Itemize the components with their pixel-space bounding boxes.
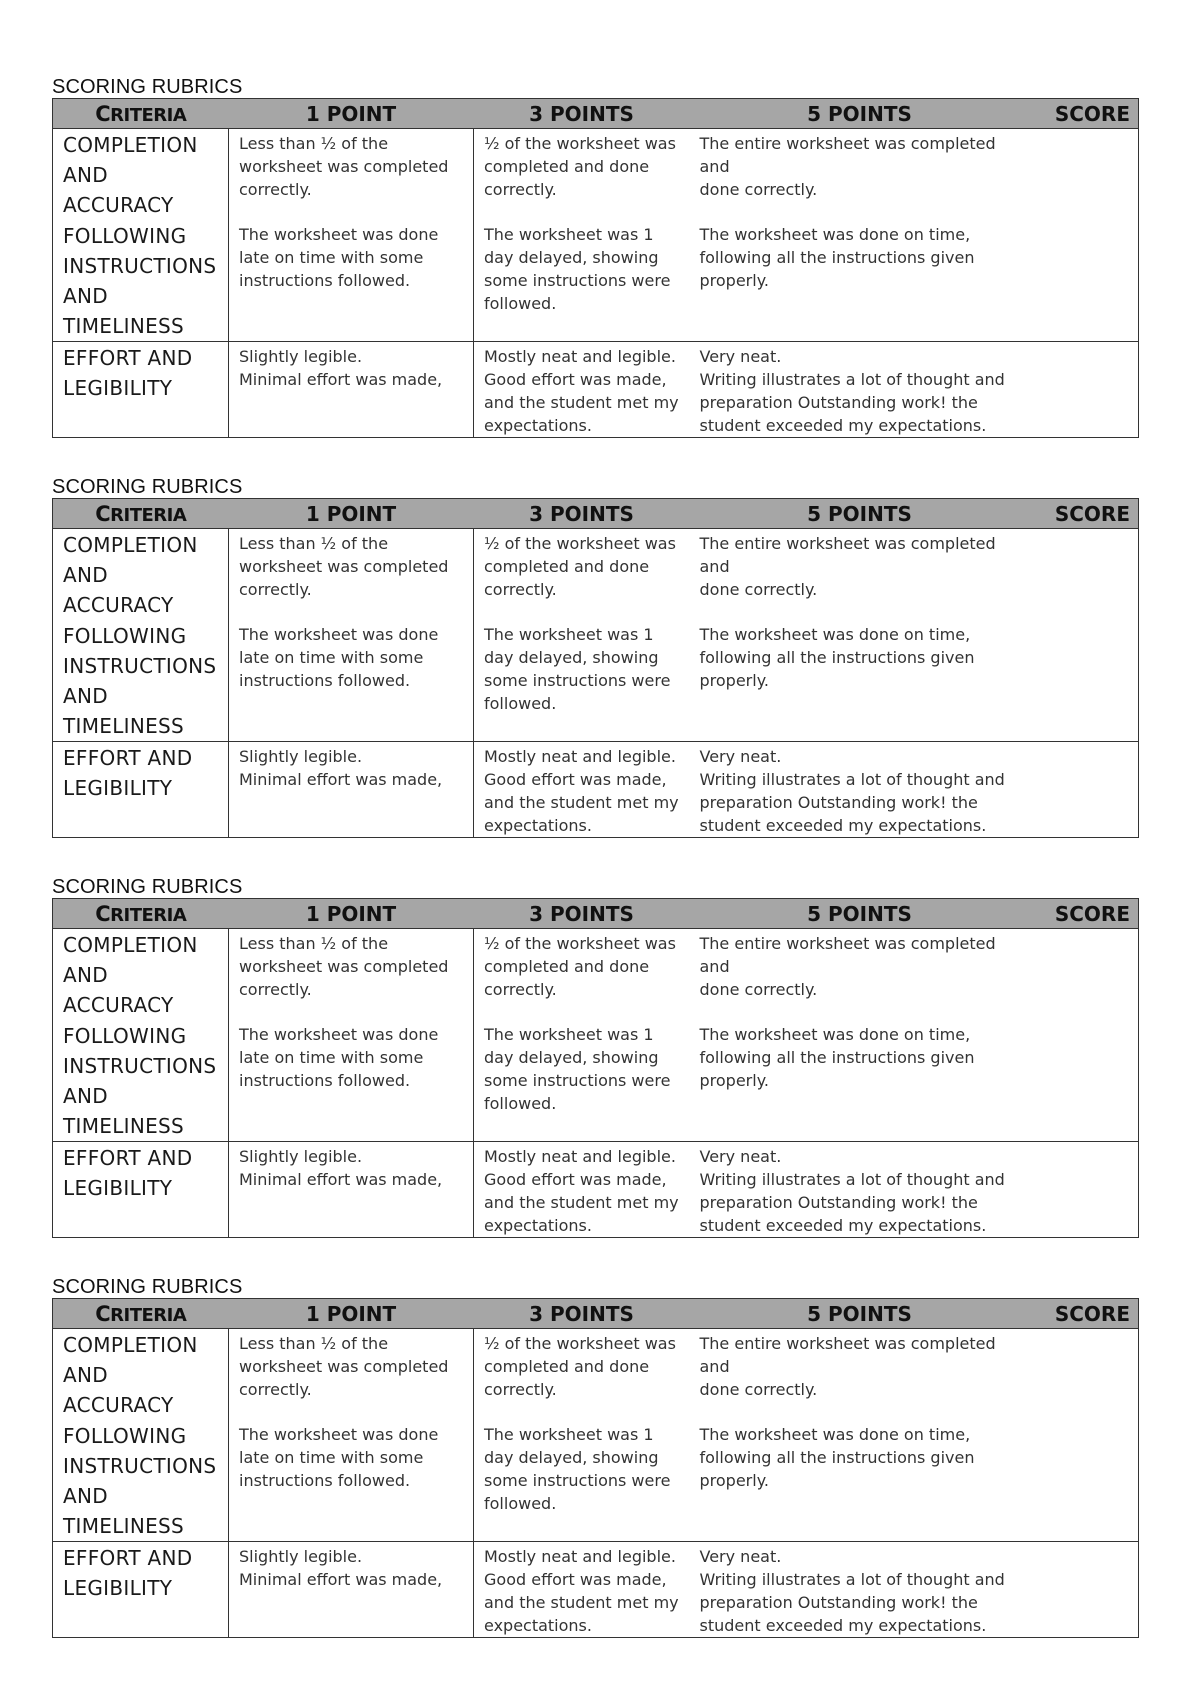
criteria-label-line: LEGIBILITY	[63, 376, 173, 400]
criteria-label-line: AND	[63, 284, 108, 308]
descriptor-line: following all the instructions given	[699, 1048, 975, 1067]
criteria-label-line: EFFORT AND	[63, 346, 193, 370]
descriptor-line: Minimal effort was made,	[239, 1570, 443, 1589]
header-score: SCORE	[1030, 99, 1139, 129]
descriptor-line: student exceeded my expectations.	[699, 816, 987, 835]
rubric-table	[52, 898, 1139, 1238]
criteria-cell	[53, 342, 229, 438]
rubric-row-following	[53, 1020, 1139, 1142]
descriptor-cell-p1	[229, 929, 474, 1021]
descriptor-cell-p3	[474, 342, 690, 438]
descriptor-line: Mostly neat and legible.	[484, 747, 676, 766]
rubric-row-effort	[53, 1542, 1139, 1638]
header-3-points: 3 POINTS	[474, 1299, 690, 1329]
header-criteria-rest: RITERIA	[110, 504, 187, 526]
criteria-cell	[53, 1020, 229, 1142]
descriptor-line: following all the instructions given	[699, 248, 975, 267]
header-criteria	[53, 1299, 229, 1329]
descriptor-line: expectations.	[484, 816, 592, 835]
descriptor-line: late on time with some	[239, 648, 424, 667]
descriptor-line: ½ of the worksheet was	[484, 934, 676, 953]
score-cell[interactable]	[1030, 1329, 1139, 1421]
descriptor-line: late on time with some	[239, 1448, 424, 1467]
rubric-row-following	[53, 1420, 1139, 1542]
descriptor-line: Very neat.	[699, 1147, 782, 1166]
descriptor-line: ½ of the worksheet was	[484, 1334, 676, 1353]
descriptor-line: preparation Outstanding work! the	[699, 1193, 978, 1212]
criteria-label-line: AND	[63, 1484, 108, 1508]
descriptor-cell-p3	[474, 1329, 690, 1421]
descriptor-line: The worksheet was done	[239, 225, 439, 244]
descriptor-line: completed and done	[484, 957, 650, 976]
descriptor-line: instructions followed.	[239, 671, 411, 690]
criteria-cell	[53, 220, 229, 342]
criteria-label-line: INSTRUCTIONS	[63, 1454, 217, 1478]
rubric-title: SCORING RUBRICS	[52, 76, 243, 98]
descriptor-cell-p1	[229, 1420, 474, 1542]
criteria-label-line: AND	[63, 163, 108, 187]
descriptor-line: following all the instructions given	[699, 648, 975, 667]
descriptor-line: The worksheet was done on time,	[699, 1025, 971, 1044]
descriptor-line: correctly.	[239, 180, 312, 199]
descriptor-line: The entire worksheet was completed and	[699, 1334, 996, 1376]
header-score: SCORE	[1030, 899, 1139, 929]
header-criteria-rest: RITERIA	[110, 1304, 187, 1326]
descriptor-line: The entire worksheet was completed and	[699, 534, 996, 576]
descriptor-cell-p5	[690, 742, 1030, 838]
descriptor-line: Very neat.	[699, 1547, 782, 1566]
descriptor-line: The worksheet was 1	[484, 1025, 654, 1044]
descriptor-line: Mostly neat and legible.	[484, 1147, 676, 1166]
descriptor-line: correctly.	[239, 1380, 312, 1399]
scoring-rubric-block	[52, 876, 1138, 1238]
descriptor-line: student exceeded my expectations.	[699, 416, 987, 435]
descriptor-line: properly.	[699, 671, 769, 690]
descriptor-line: ½ of the worksheet was	[484, 134, 676, 153]
rubric-header-row	[53, 899, 1139, 929]
descriptor-line: done correctly.	[699, 1380, 818, 1399]
descriptor-cell-p1	[229, 529, 474, 621]
descriptor-line: Minimal effort was made,	[239, 370, 443, 389]
header-criteria-rest: RITERIA	[110, 904, 187, 926]
descriptor-line: The worksheet was done on time,	[699, 625, 971, 644]
score-cell[interactable]	[1030, 220, 1139, 342]
criteria-cell	[53, 1542, 229, 1638]
criteria-label-line: COMPLETION	[63, 133, 198, 157]
descriptor-line: expectations.	[484, 1216, 592, 1235]
rubric-row-completion	[53, 129, 1139, 221]
descriptor-line: Good effort was made,	[484, 770, 667, 789]
descriptor-line: Slightly legible.	[239, 1147, 363, 1166]
descriptor-line: day delayed, showing	[484, 1448, 659, 1467]
descriptor-line: student exceeded my expectations.	[699, 1616, 987, 1635]
criteria-label-line: LEGIBILITY	[63, 1576, 173, 1600]
criteria-label-line: TIMELINESS	[63, 1514, 185, 1538]
score-cell[interactable]	[1030, 1420, 1139, 1542]
descriptor-cell-p1	[229, 742, 474, 838]
descriptor-line: Writing illustrates a lot of thought and	[699, 1170, 1005, 1189]
descriptor-line: properly.	[699, 1471, 769, 1490]
criteria-label-line: COMPLETION	[63, 1333, 198, 1357]
criteria-label-line: FOLLOWING	[63, 624, 187, 648]
criteria-label-line: ACCURACY	[63, 193, 174, 217]
descriptor-line: worksheet was completed	[239, 557, 449, 576]
descriptor-cell-p3	[474, 620, 690, 742]
descriptor-line: Minimal effort was made,	[239, 770, 443, 789]
criteria-label-line: ACCURACY	[63, 1393, 174, 1417]
descriptor-line: Good effort was made,	[484, 370, 667, 389]
criteria-label-line: FOLLOWING	[63, 224, 187, 248]
criteria-cell	[53, 929, 229, 1021]
score-cell[interactable]	[1030, 742, 1139, 838]
criteria-label-line: ACCURACY	[63, 593, 174, 617]
descriptor-line: Less than ½ of the	[239, 1334, 389, 1353]
criteria-label-line: AND	[63, 1084, 108, 1108]
criteria-label-line: TIMELINESS	[63, 314, 185, 338]
criteria-label-line: COMPLETION	[63, 933, 198, 957]
descriptor-line: followed.	[484, 694, 557, 713]
scoring-rubric-block	[52, 1276, 1138, 1638]
descriptor-line: The entire worksheet was completed and	[699, 134, 996, 176]
rubric-row-completion	[53, 1329, 1139, 1421]
descriptor-line: followed.	[484, 1494, 557, 1513]
descriptor-line: Less than ½ of the	[239, 934, 389, 953]
header-5-points: 5 POINTS	[690, 1299, 1030, 1329]
descriptor-line: correctly.	[239, 980, 312, 999]
descriptor-line: late on time with some	[239, 1048, 424, 1067]
descriptor-cell-p3	[474, 742, 690, 838]
descriptor-cell-p5	[690, 620, 1030, 742]
descriptor-cell-p1	[229, 1020, 474, 1142]
descriptor-line: and the student met my	[484, 1593, 679, 1612]
descriptor-line: some instructions were	[484, 1471, 671, 1490]
descriptor-cell-p1	[229, 220, 474, 342]
descriptor-cell-p1	[229, 620, 474, 742]
descriptor-cell-p5	[690, 1542, 1030, 1638]
descriptor-line: The worksheet was 1	[484, 1425, 654, 1444]
criteria-label-line: INSTRUCTIONS	[63, 654, 217, 678]
descriptor-cell-p3	[474, 529, 690, 621]
descriptor-line: some instructions were	[484, 671, 671, 690]
descriptor-line: instructions followed.	[239, 271, 411, 290]
descriptor-line: worksheet was completed	[239, 157, 449, 176]
descriptor-line: Writing illustrates a lot of thought and	[699, 770, 1005, 789]
descriptor-line: correctly.	[239, 580, 312, 599]
header-1-point: 1 POINT	[229, 99, 474, 129]
header-score: SCORE	[1030, 499, 1139, 529]
descriptor-line: properly.	[699, 1071, 769, 1090]
rubric-header-row	[53, 99, 1139, 129]
criteria-cell	[53, 620, 229, 742]
descriptor-line: Less than ½ of the	[239, 534, 389, 553]
header-5-points: 5 POINTS	[690, 499, 1030, 529]
descriptor-line: preparation Outstanding work! the	[699, 793, 978, 812]
score-cell[interactable]	[1030, 1020, 1139, 1142]
criteria-label-line: INSTRUCTIONS	[63, 1054, 217, 1078]
criteria-label-line: LEGIBILITY	[63, 1176, 173, 1200]
scoring-rubric-block	[52, 76, 1138, 438]
descriptor-cell-p3	[474, 1142, 690, 1238]
header-3-points: 3 POINTS	[474, 499, 690, 529]
descriptor-line: The worksheet was done	[239, 625, 439, 644]
header-1-point: 1 POINT	[229, 1299, 474, 1329]
rubric-header-row	[53, 1299, 1139, 1329]
descriptor-line: completed and done	[484, 557, 650, 576]
header-score: SCORE	[1030, 1299, 1139, 1329]
descriptor-cell-p5	[690, 1142, 1030, 1238]
descriptor-line: Very neat.	[699, 347, 782, 366]
rubric-row-effort	[53, 742, 1139, 838]
scoring-rubric-block	[52, 476, 1138, 838]
header-3-points: 3 POINTS	[474, 99, 690, 129]
descriptor-cell-p5	[690, 220, 1030, 342]
descriptor-line: day delayed, showing	[484, 1048, 659, 1067]
header-5-points: 5 POINTS	[690, 899, 1030, 929]
descriptor-line: properly.	[699, 271, 769, 290]
descriptor-line: correctly.	[484, 980, 557, 999]
criteria-label-line: AND	[63, 1363, 108, 1387]
header-criteria-initial: C	[95, 101, 111, 126]
descriptor-line: following all the instructions given	[699, 1448, 975, 1467]
score-cell[interactable]	[1030, 929, 1139, 1021]
criteria-label-line: AND	[63, 963, 108, 987]
header-criteria-initial: C	[95, 1301, 111, 1326]
criteria-label-line: ACCURACY	[63, 993, 174, 1017]
header-criteria	[53, 99, 229, 129]
descriptor-cell-p5	[690, 129, 1030, 221]
descriptor-line: done correctly.	[699, 980, 818, 999]
criteria-label-line: LEGIBILITY	[63, 776, 173, 800]
descriptor-line: day delayed, showing	[484, 248, 659, 267]
descriptor-cell-p3	[474, 129, 690, 221]
criteria-label-line: EFFORT AND	[63, 746, 193, 770]
criteria-cell	[53, 1329, 229, 1421]
criteria-label-line: EFFORT AND	[63, 1546, 193, 1570]
rubric-title: SCORING RUBRICS	[52, 476, 243, 498]
rubric-header-row	[53, 499, 1139, 529]
descriptor-line: instructions followed.	[239, 1071, 411, 1090]
criteria-label-line: TIMELINESS	[63, 1114, 185, 1138]
header-3-points: 3 POINTS	[474, 899, 690, 929]
criteria-label-line: EFFORT AND	[63, 1146, 193, 1170]
score-cell[interactable]	[1030, 129, 1139, 221]
descriptor-line: correctly.	[484, 580, 557, 599]
criteria-cell	[53, 529, 229, 621]
descriptor-line: late on time with some	[239, 248, 424, 267]
rubric-row-effort	[53, 342, 1139, 438]
descriptor-cell-p5	[690, 529, 1030, 621]
descriptor-line: Minimal effort was made,	[239, 1170, 443, 1189]
descriptor-line: preparation Outstanding work! the	[699, 1593, 978, 1612]
descriptor-line: Slightly legible.	[239, 1547, 363, 1566]
score-cell[interactable]	[1030, 620, 1139, 742]
descriptor-line: done correctly.	[699, 180, 818, 199]
rubric-row-completion	[53, 529, 1139, 621]
descriptor-line: Slightly legible.	[239, 347, 363, 366]
descriptor-cell-p1	[229, 129, 474, 221]
descriptor-line: worksheet was completed	[239, 957, 449, 976]
score-cell[interactable]	[1030, 1142, 1139, 1238]
criteria-cell	[53, 1142, 229, 1238]
score-cell[interactable]	[1030, 342, 1139, 438]
descriptor-line: and the student met my	[484, 1193, 679, 1212]
descriptor-line: The worksheet was done on time,	[699, 225, 971, 244]
criteria-label-line: INSTRUCTIONS	[63, 254, 217, 278]
descriptor-cell-p1	[229, 1542, 474, 1638]
descriptor-line: Writing illustrates a lot of thought and	[699, 370, 1005, 389]
descriptor-line: some instructions were	[484, 1071, 671, 1090]
score-cell[interactable]	[1030, 1542, 1139, 1638]
descriptor-cell-p5	[690, 1420, 1030, 1542]
descriptor-line: correctly.	[484, 1380, 557, 1399]
descriptor-line: and the student met my	[484, 393, 679, 412]
descriptor-line: day delayed, showing	[484, 648, 659, 667]
descriptor-line: The worksheet was done	[239, 1025, 439, 1044]
header-criteria-rest: RITERIA	[110, 104, 187, 126]
descriptor-line: The worksheet was 1	[484, 225, 654, 244]
descriptor-line: Writing illustrates a lot of thought and	[699, 1570, 1005, 1589]
descriptor-line: preparation Outstanding work! the	[699, 393, 978, 412]
header-5-points: 5 POINTS	[690, 99, 1030, 129]
header-criteria-initial: C	[95, 501, 111, 526]
rubric-title: SCORING RUBRICS	[52, 876, 243, 898]
descriptor-line: Mostly neat and legible.	[484, 347, 676, 366]
rubric-table	[52, 1298, 1139, 1638]
descriptor-line: worksheet was completed	[239, 1357, 449, 1376]
descriptor-line: Good effort was made,	[484, 1570, 667, 1589]
descriptor-line: Less than ½ of the	[239, 134, 389, 153]
descriptor-line: followed.	[484, 1094, 557, 1113]
header-criteria-initial: C	[95, 901, 111, 926]
rubric-row-following	[53, 620, 1139, 742]
header-1-point: 1 POINT	[229, 899, 474, 929]
descriptor-line: followed.	[484, 294, 557, 313]
criteria-label-line: TIMELINESS	[63, 714, 185, 738]
descriptor-cell-p3	[474, 929, 690, 1021]
descriptor-line: The worksheet was done on time,	[699, 1425, 971, 1444]
descriptor-cell-p3	[474, 1020, 690, 1142]
descriptor-line: correctly.	[484, 180, 557, 199]
descriptor-line: completed and done	[484, 157, 650, 176]
descriptor-cell-p3	[474, 220, 690, 342]
descriptor-line: expectations.	[484, 1616, 592, 1635]
rubric-row-effort	[53, 1142, 1139, 1238]
descriptor-line: The entire worksheet was completed and	[699, 934, 996, 976]
descriptor-cell-p3	[474, 1542, 690, 1638]
rubric-row-completion	[53, 929, 1139, 1021]
descriptor-line: expectations.	[484, 416, 592, 435]
criteria-label-line: FOLLOWING	[63, 1024, 187, 1048]
descriptor-cell-p1	[229, 1142, 474, 1238]
descriptor-cell-p5	[690, 929, 1030, 1021]
header-1-point: 1 POINT	[229, 499, 474, 529]
header-criteria	[53, 899, 229, 929]
descriptor-line: completed and done	[484, 1357, 650, 1376]
descriptor-cell-p5	[690, 342, 1030, 438]
descriptor-line: some instructions were	[484, 271, 671, 290]
criteria-label-line: AND	[63, 684, 108, 708]
score-cell[interactable]	[1030, 529, 1139, 621]
descriptor-cell-p1	[229, 342, 474, 438]
descriptor-cell-p1	[229, 1329, 474, 1421]
descriptor-line: Very neat.	[699, 747, 782, 766]
criteria-label-line: FOLLOWING	[63, 1424, 187, 1448]
rubric-row-following	[53, 220, 1139, 342]
criteria-cell	[53, 742, 229, 838]
descriptor-line: instructions followed.	[239, 1471, 411, 1490]
rubric-table	[52, 98, 1139, 438]
criteria-cell	[53, 1420, 229, 1542]
rubric-table	[52, 498, 1139, 838]
rubric-title: SCORING RUBRICS	[52, 1276, 243, 1298]
descriptor-line: ½ of the worksheet was	[484, 534, 676, 553]
descriptor-cell-p3	[474, 1420, 690, 1542]
descriptor-cell-p5	[690, 1329, 1030, 1421]
descriptor-line: and the student met my	[484, 793, 679, 812]
descriptor-line: student exceeded my expectations.	[699, 1216, 987, 1235]
descriptor-line: Good effort was made,	[484, 1170, 667, 1189]
descriptor-line: The worksheet was done	[239, 1425, 439, 1444]
descriptor-line: done correctly.	[699, 580, 818, 599]
criteria-label-line: COMPLETION	[63, 533, 198, 557]
descriptor-line: Slightly legible.	[239, 747, 363, 766]
criteria-label-line: AND	[63, 563, 108, 587]
descriptor-line: Mostly neat and legible.	[484, 1547, 676, 1566]
criteria-cell	[53, 129, 229, 221]
header-criteria	[53, 499, 229, 529]
descriptor-cell-p5	[690, 1020, 1030, 1142]
descriptor-line: The worksheet was 1	[484, 625, 654, 644]
